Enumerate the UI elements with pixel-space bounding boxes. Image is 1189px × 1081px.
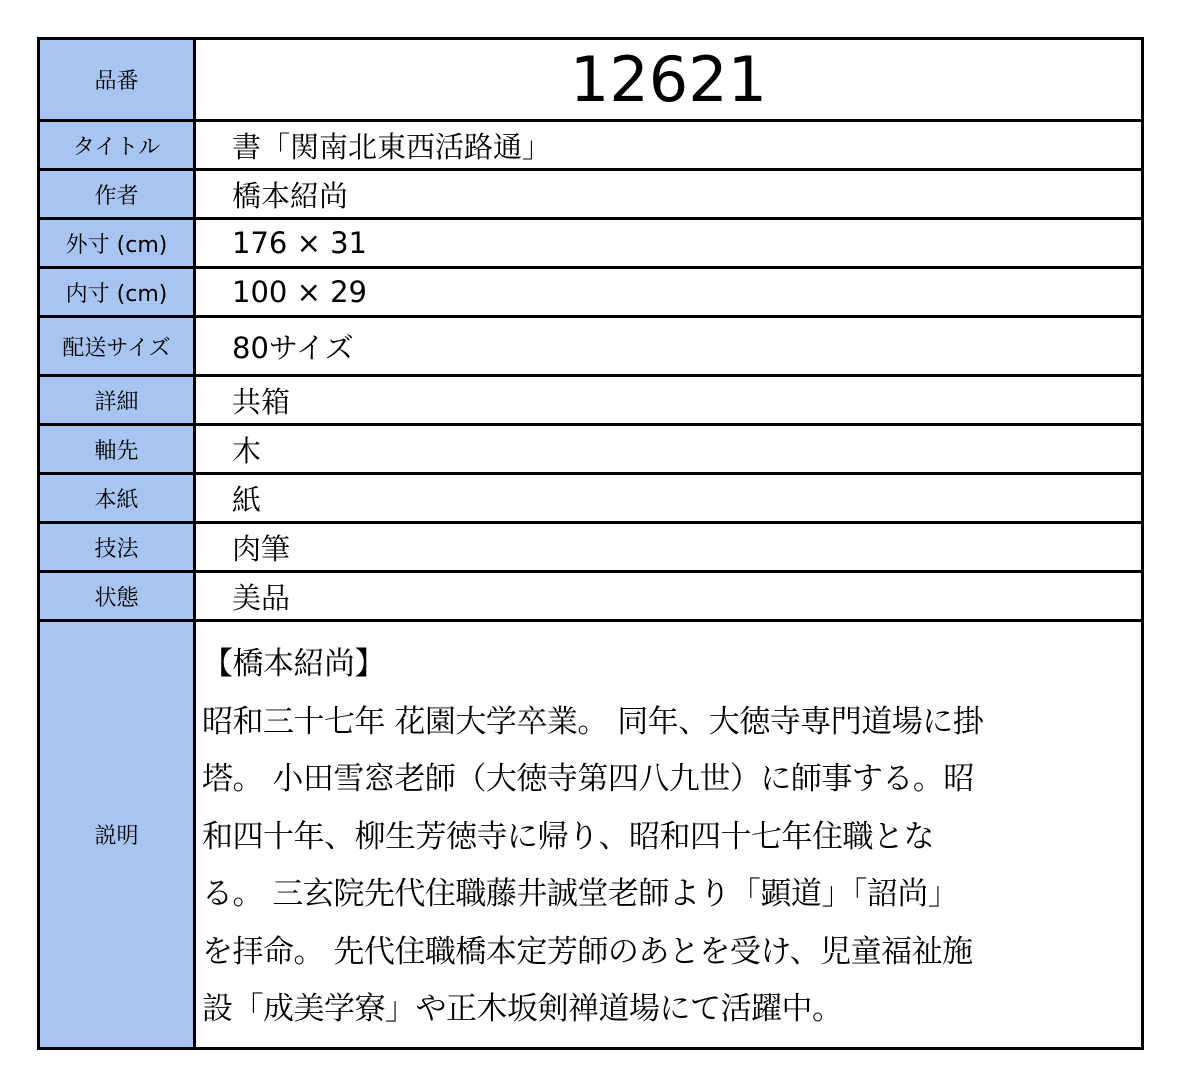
- technique-label: 技法: [39, 523, 195, 572]
- author-label: 作者: [39, 170, 195, 219]
- table-row: [39, 425, 1143, 474]
- table-row: [39, 121, 1143, 170]
- description-line: 昭和三十七年 花園大学卒業。 同年、大徳寺専門道場に掛: [202, 703, 984, 740]
- shipping-size-value: 80サイズ: [195, 317, 1143, 376]
- condition-value: 美品: [195, 572, 1143, 621]
- outer-size-value: 176 × 31: [195, 219, 1143, 268]
- table-row: [39, 572, 1143, 621]
- table-row: [39, 474, 1143, 523]
- shipping-size-label: 配送サイズ: [39, 317, 195, 376]
- description-line: 【橋本紹尚】: [202, 646, 385, 682]
- table-row: [39, 317, 1143, 376]
- title-value: 書「関南北東西活路通」: [195, 121, 1143, 170]
- inner-size-label: 内寸 (cm): [39, 268, 195, 317]
- description-line: 和四十年、柳生芳徳寺に帰り、昭和四十七年住職とな: [202, 818, 934, 855]
- description-line: を拝命。 先代住職橋本定芳師のあとを受け、児童福祉施: [202, 933, 973, 970]
- author-value: 橋本紹尚: [195, 170, 1143, 219]
- product-spec-table: [37, 37, 1144, 1050]
- inner-size-value: 100 × 29: [195, 268, 1143, 317]
- table-row: [39, 268, 1143, 317]
- roller-end-value: 木: [195, 425, 1143, 474]
- description-value: [195, 621, 1143, 1049]
- title-label: タイトル: [39, 121, 195, 170]
- details-value: 共箱: [195, 376, 1143, 425]
- outer-size-label: 外寸 (cm): [39, 219, 195, 268]
- item-number-value: 12621: [195, 39, 1143, 121]
- description-line: 塔。 小田雪窓老師（大徳寺第四八九世）に師事する。昭: [202, 761, 974, 797]
- description-label: 説明: [39, 621, 195, 1049]
- description-line: る。 三玄院先代住職藤井誠堂老師より「顕道」「詔尚」: [202, 876, 959, 912]
- table-row: [39, 170, 1143, 219]
- technique-value: 肉筆: [195, 523, 1143, 572]
- condition-label: 状態: [39, 572, 195, 621]
- table-row: [39, 376, 1143, 425]
- roller-end-label: 軸先: [39, 425, 195, 474]
- paper-value: 紙: [195, 474, 1143, 523]
- item-number-label: 品番: [39, 39, 195, 121]
- table-row: [39, 523, 1143, 572]
- table-row: [39, 39, 1143, 121]
- paper-label: 本紙: [39, 474, 195, 523]
- description-line: 設「成美学寮」や正木坂剣禅道場にて活躍中。: [202, 991, 843, 1027]
- table-row: [39, 621, 1143, 1049]
- table-row: [39, 219, 1143, 268]
- details-label: 詳細: [39, 376, 195, 425]
